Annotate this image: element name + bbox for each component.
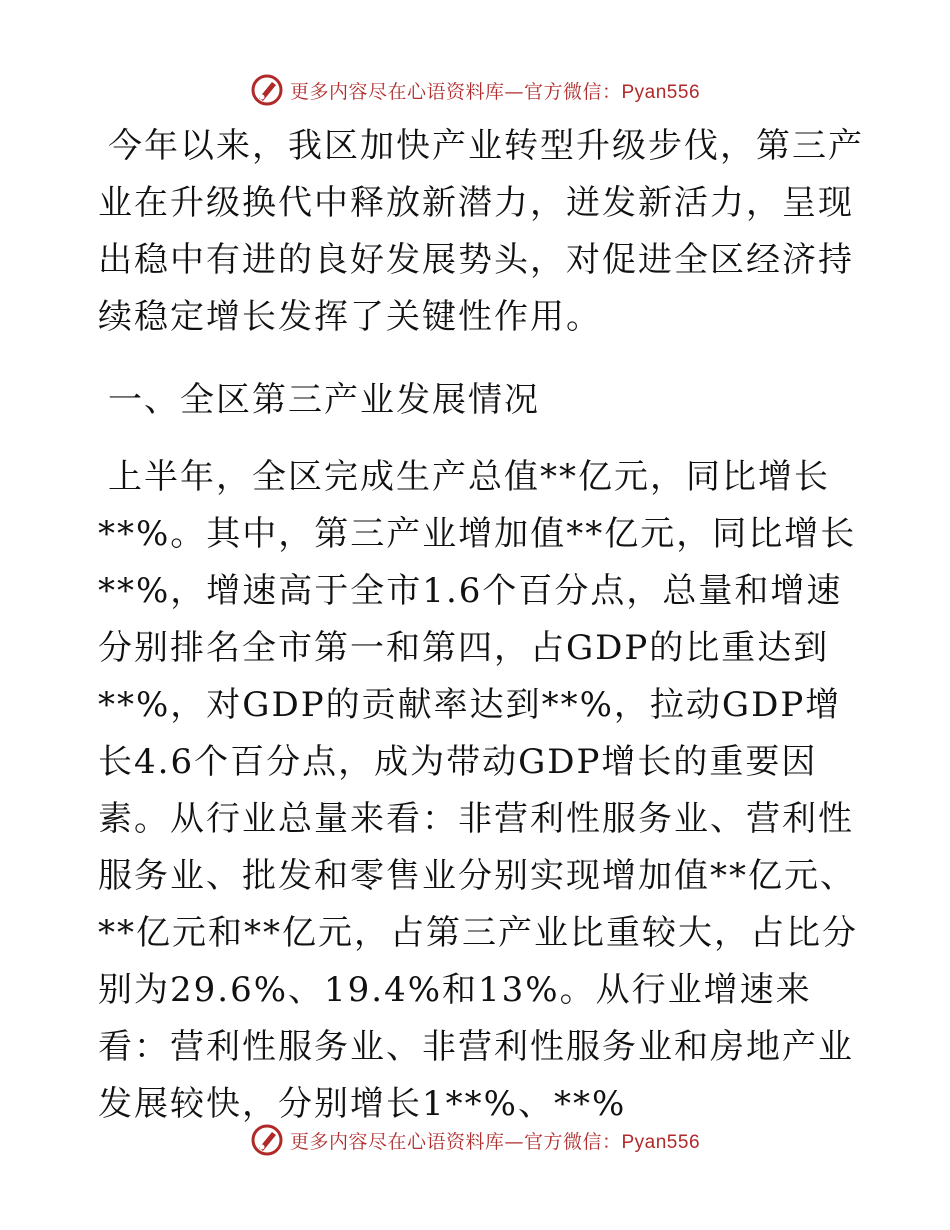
watermark-wechat-id: Pyan556 xyxy=(621,81,701,103)
watermark-dash: — xyxy=(504,1130,524,1153)
watermark-banner-bottom xyxy=(0,1120,950,1160)
watermark-wechat-label: 官方微信： xyxy=(523,80,622,103)
section-heading: 一、全区第三产业发展情况 xyxy=(108,380,540,420)
watermark-dash: — xyxy=(504,80,524,103)
document-body xyxy=(98,118,868,1133)
watermark-text xyxy=(290,77,700,104)
paragraph-intro: 今年以来，我区加快产业转型升级步伐，第三产业在升级换代中释放新潜力，迸发新活力，呈现出稳中有进的良好发展势头，对促进全区经济持续稳定增长发挥了关键性作用。 xyxy=(98,126,864,337)
watermark-banner-top xyxy=(0,70,950,110)
watermark-wechat-id: Pyan556 xyxy=(621,1131,701,1153)
watermark-site-text: 更多内容尽在心语资料库 xyxy=(289,1130,505,1153)
pen-logo-icon xyxy=(250,1123,284,1157)
watermark-text xyxy=(290,1127,700,1154)
watermark-site-text: 更多内容尽在心语资料库 xyxy=(289,80,505,103)
pen-logo-icon xyxy=(250,73,284,107)
paragraph-details: 上半年，全区完成生产总值**亿元，同比增长**%。其中，第三产业增加值**亿元，同比增长**%，增速高于全市1.6个百分点，总量和增速分别排名全市第一和第四，占GDP的比重达到**%，对GDP的贡献率达到**%，拉动GDP增长4.6个百分点，成为带动GDP增长的重要因素。从行业总量来看：非营利性服务业、营利性服务业、批发和零售业分别实现增加值**亿元、**亿元和**亿元，占第三产业比重较大，占比分别为29.6%、19.4%和13%。从行业增速来看：营利性服务业、非营利性服务业和房地产业发展较快，分别增长1**%、**% xyxy=(98,457,858,1124)
watermark-wechat-label: 官方微信： xyxy=(523,1130,622,1153)
